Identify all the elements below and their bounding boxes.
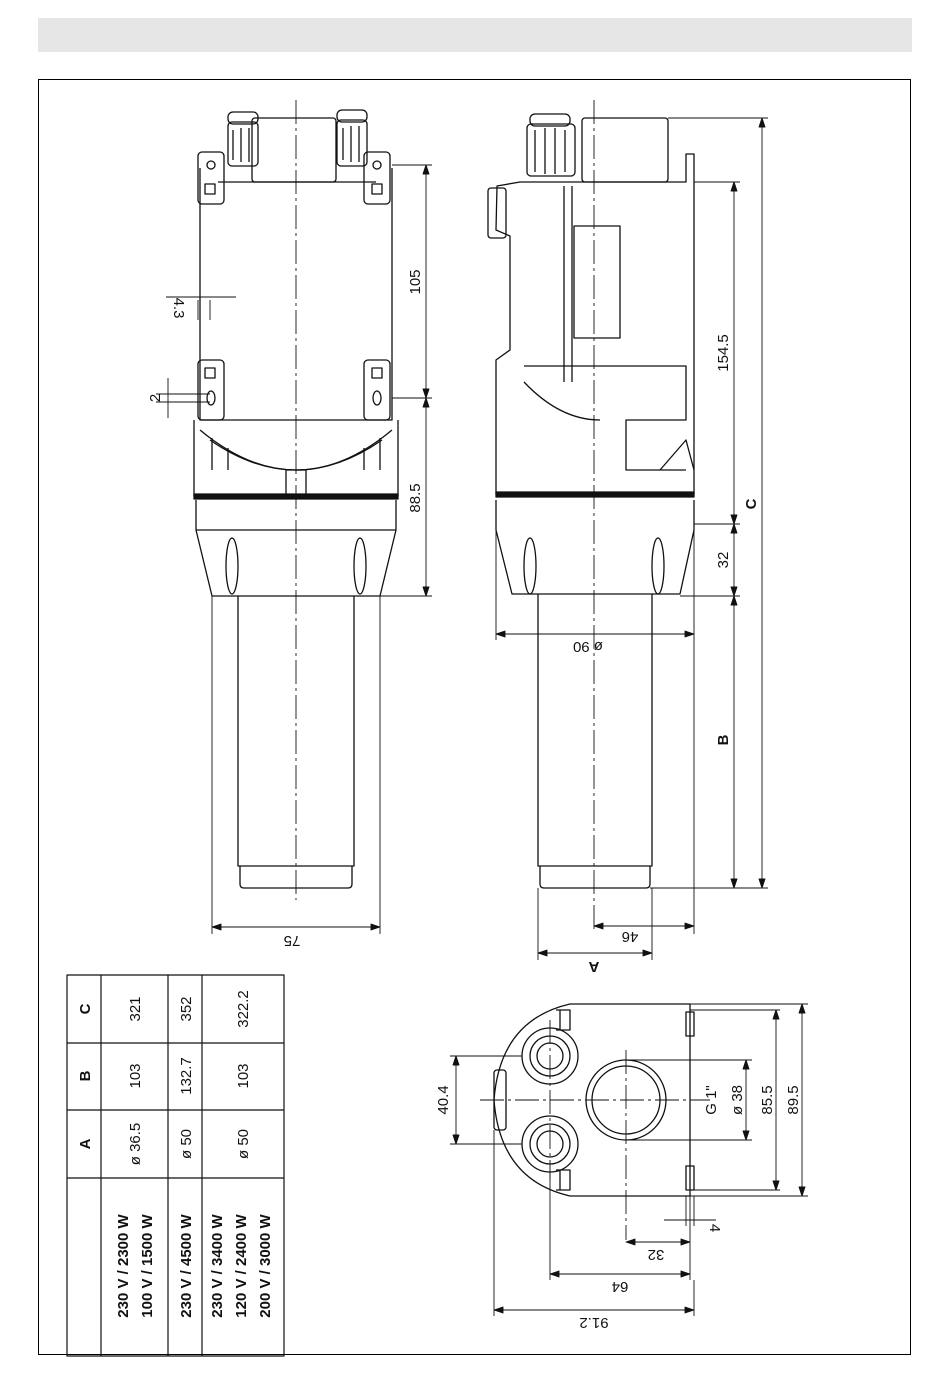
table-header-a: A bbox=[77, 1138, 94, 1150]
table-cell: ø 36.5 bbox=[127, 1122, 144, 1166]
dim-a: A bbox=[588, 958, 600, 975]
table-model: 120 V / 2400 W bbox=[233, 1214, 250, 1318]
table-model: 230 V / 4500 W bbox=[178, 1214, 195, 1318]
table-cell: 352 bbox=[178, 996, 195, 1022]
dim-46: 46 bbox=[621, 928, 639, 945]
table-cell: ø 50 bbox=[235, 1128, 252, 1160]
labels bbox=[77, 269, 802, 1331]
side-dimensions bbox=[496, 118, 768, 960]
table-cell: 322.2 bbox=[235, 990, 252, 1028]
table-model: 230 V / 3400 W bbox=[209, 1214, 226, 1318]
dim-4-3: 4.3 bbox=[170, 297, 187, 319]
dim-64: 64 bbox=[611, 1278, 629, 1295]
table-cell: ø 50 bbox=[178, 1128, 195, 1160]
dim-diameter-90: ø 90 bbox=[572, 638, 604, 655]
dim-diameter-38: ø 38 bbox=[729, 1084, 746, 1116]
dim-75: 75 bbox=[283, 932, 301, 949]
table-cell: 132.7 bbox=[178, 1057, 195, 1095]
dim-154-5: 154.5 bbox=[715, 334, 732, 372]
table-model: 100 V / 1500 W bbox=[139, 1214, 156, 1318]
dim-85-5: 85.5 bbox=[759, 1085, 776, 1115]
top-view bbox=[480, 1004, 710, 1240]
top-dimensions bbox=[450, 1004, 808, 1316]
table-cell: 103 bbox=[235, 1063, 252, 1089]
table-model: 200 V / 3000 W bbox=[257, 1214, 274, 1318]
dim-89-5: 89.5 bbox=[785, 1085, 802, 1115]
dim-105: 105 bbox=[407, 269, 424, 295]
front-view bbox=[194, 100, 398, 900]
dim-88-5: 88.5 bbox=[407, 483, 424, 513]
table-model: 230 V / 2300 W bbox=[115, 1214, 132, 1318]
table-header-b: B bbox=[77, 1070, 94, 1082]
dim-40-4: 40.4 bbox=[435, 1085, 452, 1115]
table-cell: 321 bbox=[127, 996, 144, 1022]
dim-4: 4 bbox=[706, 1223, 723, 1233]
spec-table bbox=[67, 975, 284, 1356]
side-view bbox=[488, 100, 694, 930]
dim-2: 2 bbox=[147, 393, 164, 403]
dim-91-2: 91.2 bbox=[579, 1314, 609, 1331]
dim-g1-thread: G 1" bbox=[703, 1085, 720, 1115]
dim-c: C bbox=[743, 498, 760, 510]
front-dimensions bbox=[156, 165, 432, 934]
dim-b: B bbox=[715, 734, 732, 746]
table-header-c: C bbox=[77, 1003, 94, 1015]
table-cell: 103 bbox=[127, 1063, 144, 1089]
dim-32-side: 32 bbox=[715, 551, 732, 569]
dim-32-top: 32 bbox=[647, 1246, 665, 1263]
